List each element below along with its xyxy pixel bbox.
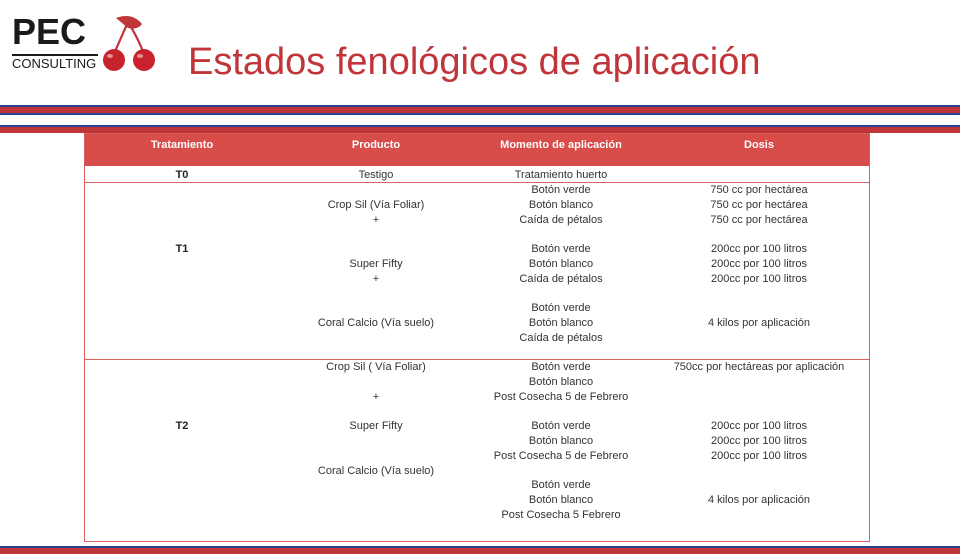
t1-moment-line: Botón blanco [528,257,594,270]
t2-doses [649,360,869,523]
t2-treatment: T2 [175,420,189,432]
t2-dose-line [649,390,869,405]
t2-dose-line [649,464,869,479]
t1-moment-line: Botón blanco [528,198,594,211]
cherries-icon [102,10,158,72]
t2-product-line [279,508,473,523]
t1-product-line [279,301,473,316]
t2-dose-line [649,375,869,390]
t1-dose-line: 200cc por 100 litros [711,272,807,285]
t1-dose-line: 4 kilos por aplicación [707,317,811,330]
t1-dose-line [649,301,869,316]
t2-dose-line [649,478,869,493]
t1-dose-line: 750 cc por hectárea [710,213,808,226]
t1-product-line [279,183,473,198]
header-tratamiento: Tratamiento [150,139,214,151]
header-producto: Producto [351,139,401,151]
t2-moment-line: Post Cosecha 5 de Febrero [493,390,629,403]
t2-moments [473,360,649,523]
t1-product-line: + [372,213,380,226]
t1-dose-line: 750 cc por hectárea [710,198,808,211]
t1-moment-line: Botón blanco [528,317,594,330]
t0-treatment: T0 [175,169,189,181]
t1-product-line: Coral Calcio (Vía suelo) [317,317,435,330]
t1-moment-line [473,287,649,302]
decorative-band-middle [0,125,960,133]
t2-dose-line [649,404,869,419]
t1-moments [473,183,649,346]
t2-dose-line [649,508,869,523]
t1-dose-line [649,287,869,302]
t2-moment-line: Botón blanco [528,494,594,507]
decorative-band-bottom [0,546,960,554]
t2-product-line: Coral Calcio (Vía suelo) [317,464,435,477]
table-header [85,134,869,166]
t2-moment-line: Botón blanco [528,375,594,388]
t2-moment-line [473,404,649,419]
t0-product: Testigo [358,169,394,181]
t1-doses [649,183,869,346]
t1-products [279,183,473,346]
t1-product-line [279,227,473,242]
t2-dose-line: 200cc por 100 litros [711,420,807,433]
t2-dose-line: 4 kilos por aplicación [707,494,811,507]
logo-subtext: CONSULTING [12,56,97,71]
t1-product-line: Super Fifty [349,257,403,270]
t2-moment-line: Botón verde [531,479,591,492]
t1-dose-line [649,227,869,242]
t1-dose-line: 200cc por 100 litros [711,257,807,270]
t1-dose-line: 200cc por 100 litros [711,243,807,256]
t1-moment-line: Botón verde [531,184,591,196]
t1-product-line [279,331,473,346]
t2-product-line: Crop Sil ( Vía Foliar) [326,361,426,373]
t1-moment-line: Botón verde [531,302,591,315]
t2-dose-line: 200cc por 100 litros [711,449,807,462]
t1-dose-line: 750 cc por hectárea [710,184,808,196]
t2-product-line [279,375,473,390]
decorative-band-top [0,105,960,115]
header-momento: Momento de aplicación [500,139,622,151]
t1-treatment: T1 [175,243,189,255]
t2-product-line [279,478,473,493]
t2-dose-line: 200cc por 100 litros [711,434,807,447]
phenology-table [84,133,870,542]
t1-product-line: Crop Sil (Vía Foliar) [327,198,425,211]
t2-product-line [279,493,473,508]
t1-moment-line: Caída de pétalos [519,272,603,285]
t2-moment-line: Botón verde [531,420,591,433]
t2-product-line: Super Fifty [349,420,403,433]
t2-product-line: + [372,390,380,403]
t1-moment-line: Botón verde [531,243,591,256]
t2-moment-line: Botón verde [531,361,591,373]
t1-product-line [279,242,473,257]
t2-product-line [279,449,473,464]
t1-moment-line: Caída de pétalos [519,331,603,344]
t2-moment-line: Botón blanco [528,434,594,447]
logo-text: PEC [12,11,87,52]
t1-moment-line [473,227,649,242]
t1-moment-line: Caída de pétalos [519,213,603,226]
t2-moment-line: Post Cosecha 5 Febrero [501,508,621,521]
t2-products [279,360,473,523]
page-title: Estados fenológicos de aplicación [188,41,761,83]
pec-consulting-logo [10,10,160,72]
t0-moment: Tratamiento huerto [514,169,608,181]
t1-dose-line [649,331,869,346]
t1-product-line [279,287,473,302]
t2-moment-line: Post Cosecha 5 de Febrero [493,449,629,462]
header-dosis: Dosis [744,139,774,151]
t2-product-line [279,434,473,449]
t2-product-line [279,404,473,419]
t2-moment-line [473,464,649,479]
t2-dose-line: 750cc por hectáreas por aplicación [673,361,845,373]
t1-product-line: + [372,272,380,285]
